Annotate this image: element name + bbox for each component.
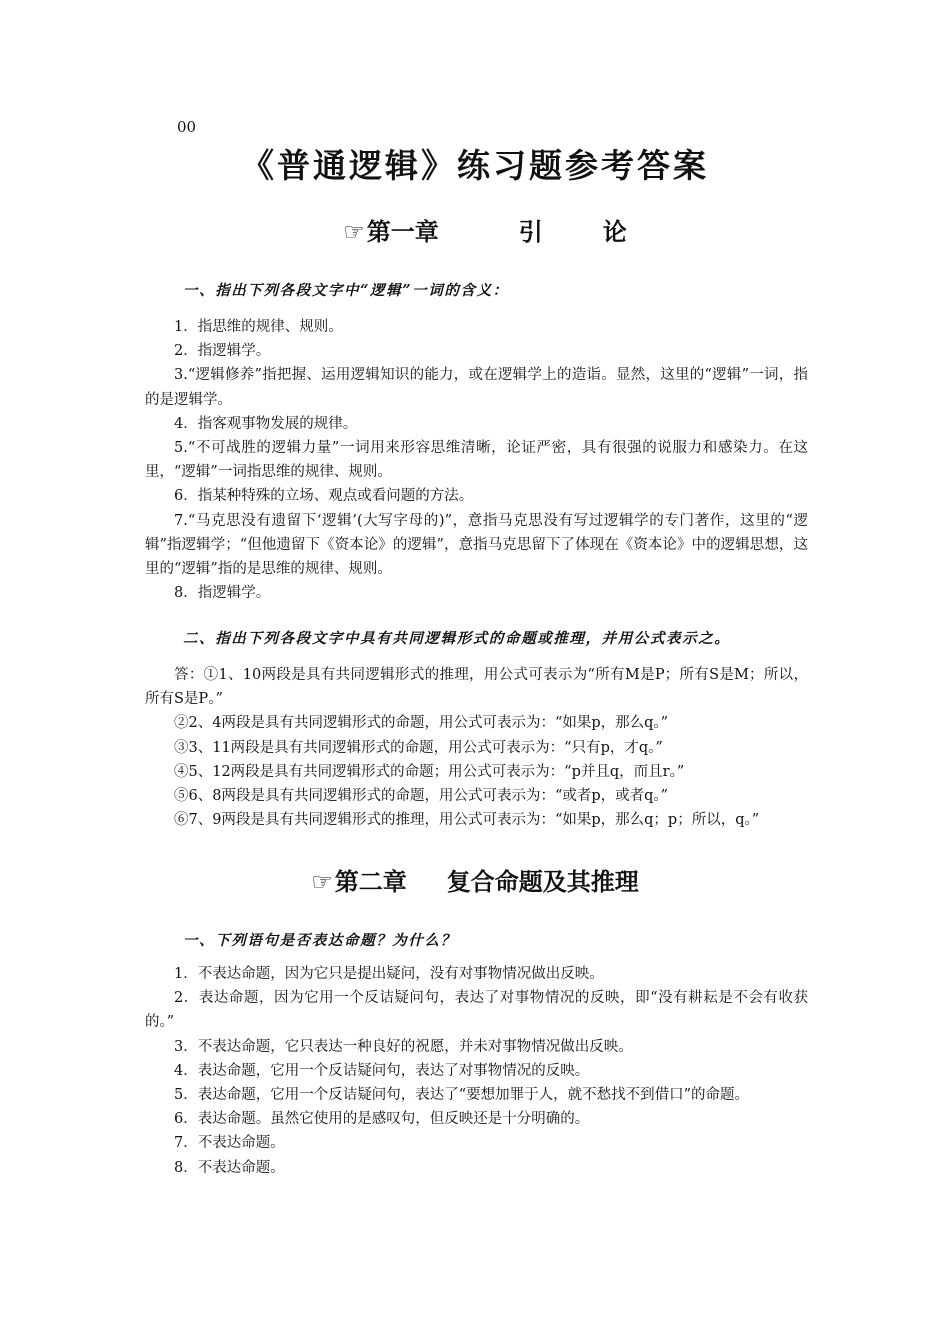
corner-mark: 00: [177, 118, 197, 136]
answer-item: 4．指客观事物发展的规律。: [174, 415, 358, 432]
answer-item: 8．指逻辑学。: [174, 585, 271, 602]
section-2-heading: 二、指出下列各段文字中具有共同逻辑形式的命题或推理，并用公式表示之。: [183, 630, 731, 647]
answer-item: ⑤6、8两段是具有共同逻辑形式的命题，用公式可表示为：“或者p，或者q。”: [174, 788, 669, 805]
document-title: 《普通逻辑》练习题参考答案: [241, 146, 709, 185]
answer-item: 2．指逻辑学。: [174, 343, 271, 360]
pointing-hand-icon: ☞: [343, 218, 365, 246]
answer-item: 8．不表达命题。: [174, 1159, 285, 1176]
answer-item: 7．不表达命题。: [174, 1135, 285, 1152]
section-1-answers: [145, 315, 808, 605]
answer-item: ②2、4两段是具有共同逻辑形式的命题，用公式可表示为：“如果p，那么q。”: [174, 715, 669, 732]
chapter-2-title: 复合命题及其推理: [446, 867, 639, 896]
answer-item: 5.“不可战胜的逻辑力量”一词用来形容思维清晰，论证严密，具有很强的说服力和感染力。在这里，“逻辑”一词指思维的规律、规则。: [145, 440, 808, 481]
chapter-1-word-2: 论: [602, 217, 627, 246]
answer-item: ④5、12两段是具有共同逻辑形式的命题；用公式可表示为：“p并且q，而且r。”: [174, 763, 685, 780]
chapter-1-label: 第一章: [366, 217, 439, 246]
answer-item: 1．不表达命题，因为它只是提出疑问，没有对事物情况做出反映。: [174, 966, 604, 982]
pointing-hand-icon: ☞: [311, 868, 333, 896]
answer-item: 6．指某种特殊的立场、观点或看问题的方法。: [174, 488, 474, 505]
answer-item: ③3、11两段是具有共同逻辑形式的命题，用公式可表示为：“只有p，才q。”: [174, 739, 663, 756]
answer-item: 5．表达命题，它用一个反诘疑问句，表达了“要想加罪于人，就不愁找不到借口”的命题。: [174, 1087, 750, 1104]
chapter-1-word-1: 引: [518, 217, 543, 246]
chapter-2-label: 第二章: [334, 867, 407, 896]
answer-item: 3.“逻辑修养”指把握、运用逻辑知识的能力，或在逻辑学上的造诣。显然，这里的“逻辑”一词，指的是逻辑学。: [145, 367, 808, 408]
answer-item: 3．不表达命题，它只表达一种良好的祝愿，并未对事物情况做出反映。: [174, 1038, 633, 1055]
section-3-answers: [145, 962, 808, 1180]
answer-item: 6．表达命题。虽然它使用的是感叹句，但反映还是十分明确的。: [174, 1111, 590, 1128]
answer-item: 7.“马克思没有遗留下‘逻辑’(大写字母的)”，意指马克思没有写过逻辑学的专门著作，这里的“逻辑”指逻辑学；“但他遗留下《资本论》的逻辑”，意指马克思留下了体现在《资本论》中的逻辑思想，这里的“逻辑”指的是思维的规律、规则。: [145, 512, 808, 578]
chapter-1-heading: [0, 212, 950, 247]
answer-item: ⑥7、9两段是具有共同逻辑形式的推理，用公式可表示为：“如果p，那么q；p；所以，q。”: [174, 812, 760, 829]
section-2-answers: [145, 663, 808, 832]
chapter-2-heading: [0, 862, 950, 897]
section-1-heading: 一、指出下列各段文字中“逻辑”一词的含义：: [183, 282, 509, 299]
answer-item: 4．表达命题，它用一个反诘疑问句，表达了对事物情况的反映。: [174, 1062, 590, 1079]
answer-item: 2．表达命题，因为它用一个反诘疑问句，表达了对事物情况的反映，即“没有耕耘是不会有收获的。”: [145, 990, 808, 1031]
answer-item: 答：①1、10两段是具有共同逻辑形式的推理，用公式可表示为“所有M是P；所有S是M；所以，所有S是P。”: [145, 667, 808, 708]
section-3-heading: 一、下列语句是否表达命题？为什么？: [183, 932, 457, 949]
answer-item: 1．指思维的规律、规则。: [174, 319, 343, 335]
